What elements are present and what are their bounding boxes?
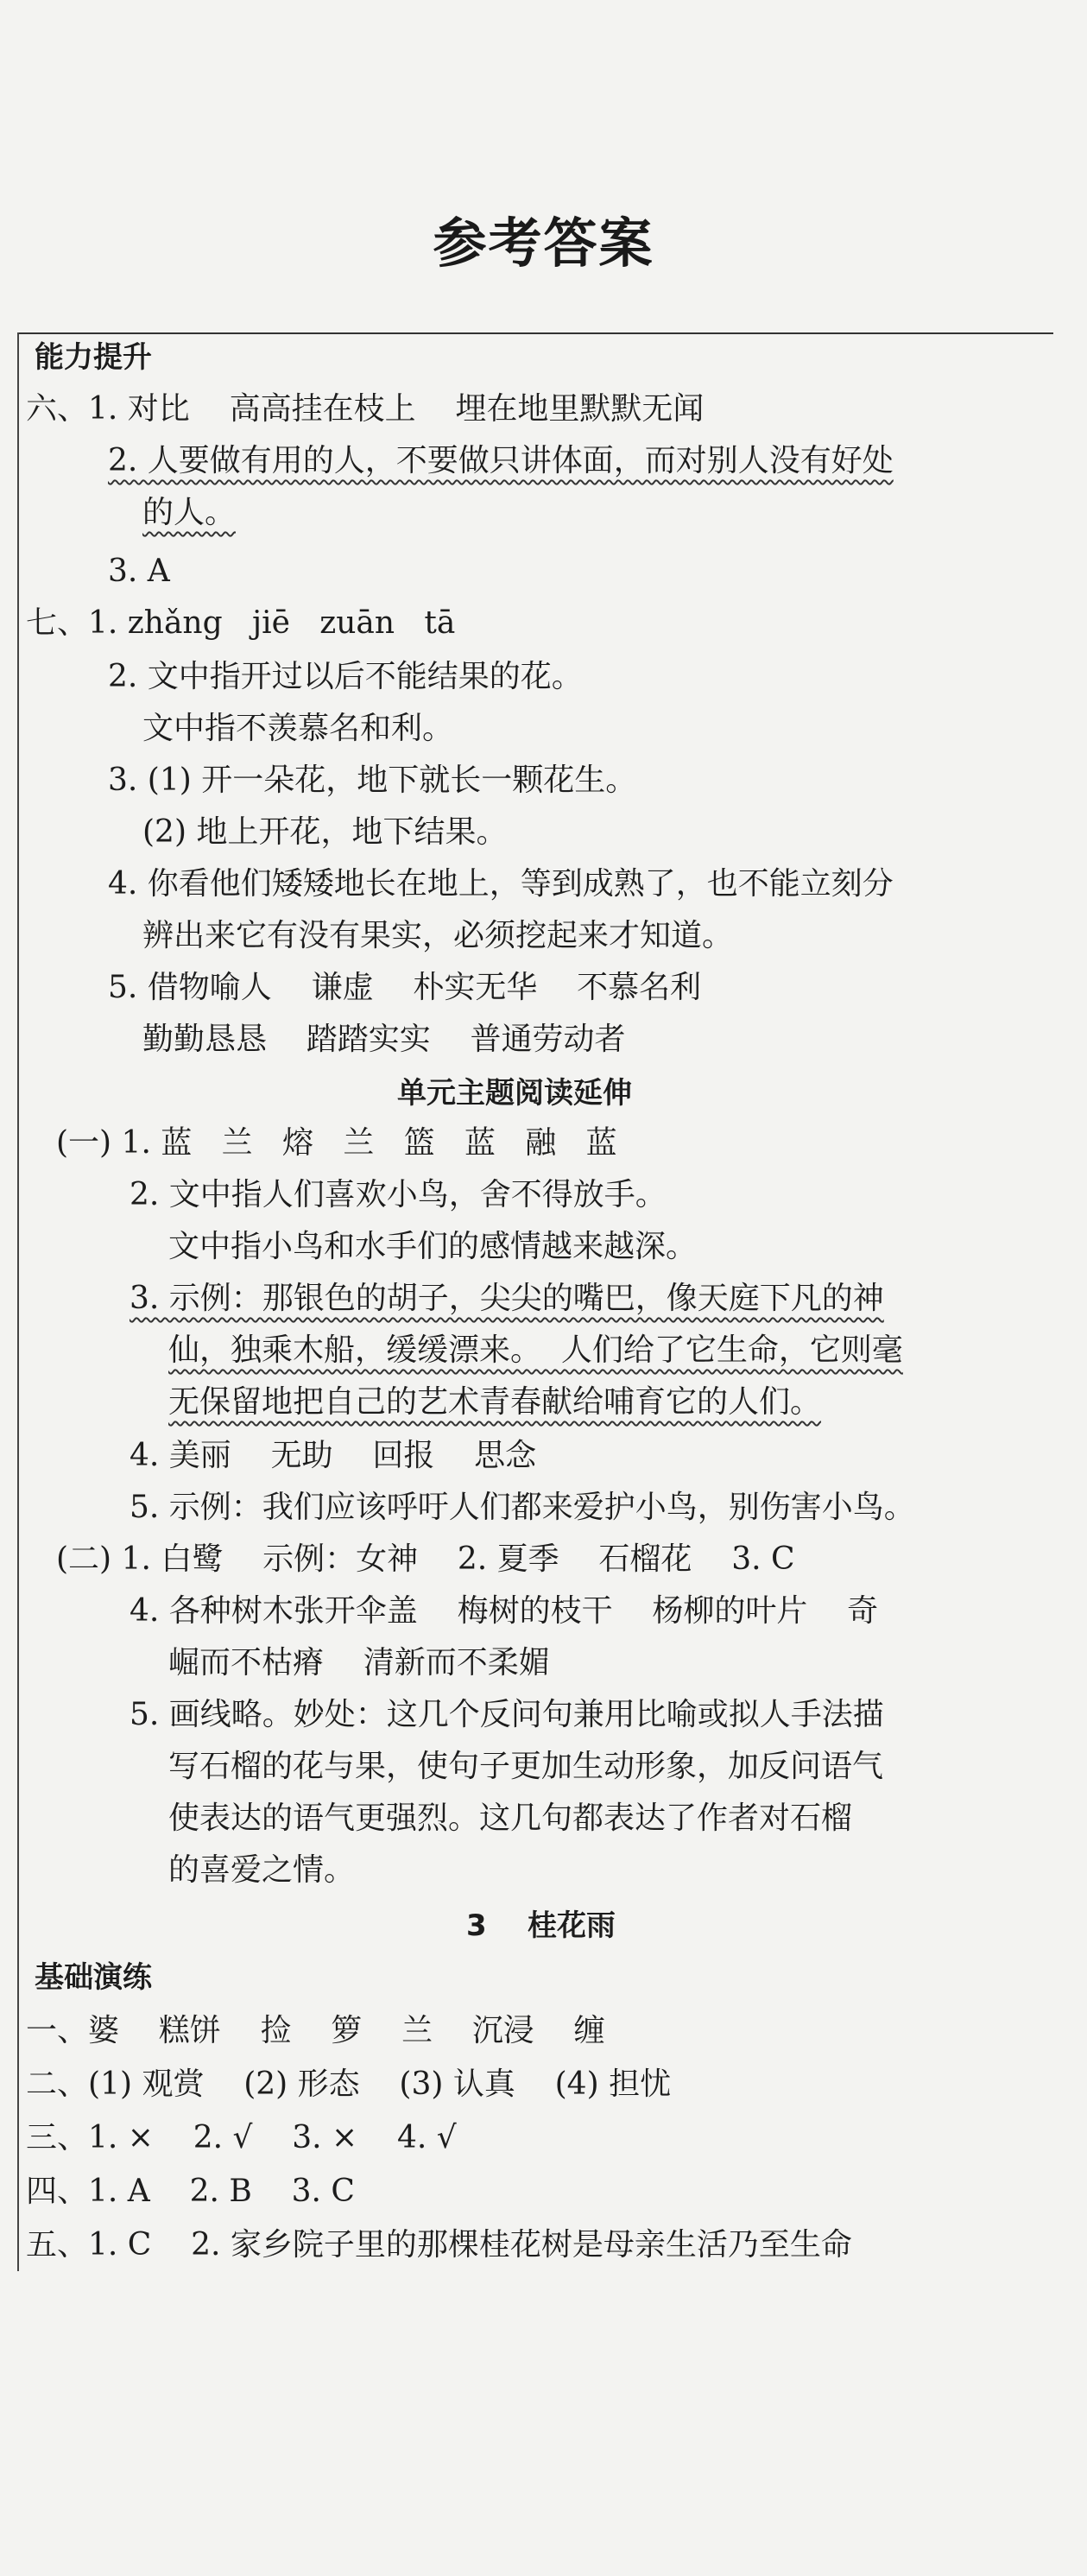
section-heading-ability: 能力提升 (35, 340, 152, 375)
answer-line: 4. 美丽 无助 回报 思念 (130, 1438, 537, 1473)
section-heading-basic: 基础演练 (35, 1960, 152, 1995)
answer-line: (二) 1. 白鹭 示例：女神 2. 夏季 石榴花 3. C (56, 1541, 795, 1577)
answer-line: 文中指不羡慕名和利。 (142, 711, 454, 746)
answer-line: 4. 各种树木张开伞盖 梅树的枝干 杨柳的叶片 奇 (130, 1593, 879, 1629)
answer-line: 的人。 (142, 495, 237, 530)
answer-line: 写石榴的花与果，使句子更加生动形象，加反问语气 (168, 1749, 884, 1784)
answer-line: 文中指小鸟和水手们的感情越来越深。 (168, 1229, 698, 1264)
lesson-heading: 3 桂花雨 (466, 1908, 616, 1943)
answer-line: 3. A (108, 554, 170, 589)
answer-line: 无保留地把自己的艺术青春献给哺育它的人们。 (168, 1384, 822, 1420)
top-rule (17, 332, 1053, 334)
answer-line: 三、1. × 2. √ 3. × 4. √ (26, 2120, 457, 2155)
answer-line: 一、婆 糕饼 捡 箩 兰 沉浸 缠 (26, 2013, 605, 2048)
answer-line: 的喜爱之情。 (168, 1852, 356, 1888)
answer-line: 六、1. 对比 高高挂在枝上 埋在地里默默无闻 (26, 391, 705, 427)
answer-line: 5. 画线略。妙处：这几个反问句兼用比喻或拟人手法描 (130, 1697, 884, 1732)
answer-line: 崛而不枯瘠 清新而不柔媚 (168, 1645, 550, 1680)
answer-line: 4. 你看他们矮矮地长在地上，等到成熟了，也不能立刻分 (108, 866, 894, 902)
answer-line: 使表达的语气更强烈。这几句都表达了作者对石榴 (168, 1801, 853, 1836)
answer-line: 五、1. C 2. 家乡院子里的那棵桂花树是母亲生活乃至生命 (26, 2227, 852, 2263)
section-heading-unit-reading: 单元主题阅读延伸 (397, 1076, 632, 1111)
answer-line: 仙，独乘木船，缓缓漂来。 人们给了它生命，它则毫 (168, 1332, 903, 1368)
answer-line: 2. 文中指人们喜欢小鸟，舍不得放手。 (130, 1177, 667, 1212)
page-title: 参考答案 (433, 212, 654, 275)
answer-line: (一) 1. 蓝 兰 熔 兰 篮 蓝 融 蓝 (56, 1125, 617, 1161)
answer-line: 3. (1) 开一朵花，地下就长一颗花生。 (108, 763, 637, 798)
answer-line: 2. 文中指开过以后不能结果的花。 (108, 659, 583, 694)
answer-line: 5. 借物喻人 谦虚 朴实无华 不慕名利 (108, 970, 702, 1005)
answer-line: 3. 示例：那银色的胡子，尖尖的嘴巴，像天庭下凡的神 (130, 1281, 884, 1316)
answer-line: (2) 地上开花，地下结果。 (142, 814, 508, 850)
answer-line: 四、1. A 2. B 3. C (26, 2174, 355, 2209)
left-rule (17, 332, 19, 2271)
answer-line: 七、1. zhǎng jiē zuān tā (26, 605, 456, 641)
answer-line: 5. 示例：我们应该呼吁人们都来爱护小鸟，别伤害小鸟。 (130, 1490, 915, 1525)
answer-line: 辨出来它有没有果实，必须挖起来才知道。 (142, 918, 734, 953)
answer-line: 二、(1) 观赏 (2) 形态 (3) 认真 (4) 担忧 (26, 2066, 672, 2102)
answer-line: 勤勤恳恳 踏踏实实 普通劳动者 (142, 1022, 626, 1057)
answer-line: 2. 人要做有用的人，不要做只讲体面，而对别人没有好处 (108, 443, 894, 478)
